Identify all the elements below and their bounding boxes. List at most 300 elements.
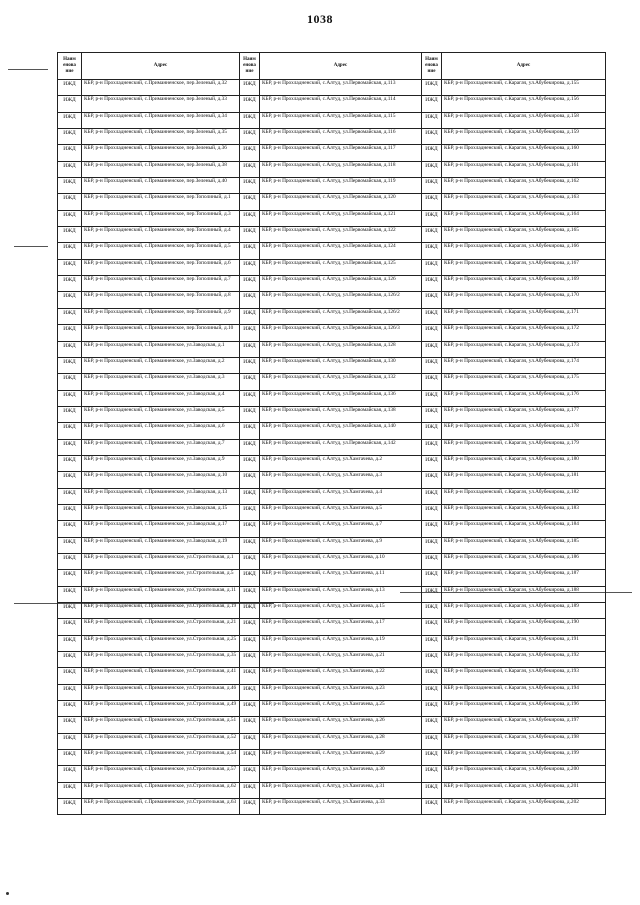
cell-address: КБР, р-н Прохладненский, с.Алтуд, ул.Первомайская, д.116 — [260, 129, 422, 145]
cell-object-type: ИЖД — [422, 145, 442, 161]
cell-address: КБР, р-н Прохладненский, с.Карагач, ул.Абубекирова, д.186 — [442, 553, 606, 569]
cell-address: КБР, р-н Прохладненский, с.Приманненское, ул.Заводская, д.4 — [82, 390, 240, 406]
table-row — [58, 178, 606, 194]
table-row — [58, 799, 606, 815]
table-row — [58, 80, 606, 96]
cell-address: КБР, р-н Прохладненский, с.Приманненское, ул.Заводская, д.15 — [82, 504, 240, 520]
table-row — [58, 276, 606, 292]
cell-object-type: ИЖД — [240, 766, 260, 782]
cell-object-type: ИЖД — [422, 782, 442, 798]
cell-address: КБР, р-н Прохладненский, с.Приманненское, пер.Тополиный, д.3 — [82, 210, 240, 226]
cell-address: КБР, р-н Прохладненский, с.Алтуд, ул.Первомайская, д.140 — [260, 423, 422, 439]
cell-object-type: ИЖД — [240, 341, 260, 357]
cell-object-type: ИЖД — [422, 652, 442, 668]
cell-address: КБР, р-н Прохладненский, с.Приманненское, пер.Тополиный, д.4 — [82, 227, 240, 243]
cell-address: КБР, р-н Прохладненский, с.Карагач, ул.Абубекирова, д.177 — [442, 406, 606, 422]
cell-object-type: ИЖД — [58, 292, 82, 308]
cell-object-type: ИЖД — [58, 308, 82, 324]
cell-object-type: ИЖД — [422, 406, 442, 422]
cell-address: КБР, р-н Прохладненский, с.Алтуд, ул.Первомайская, д.114 — [260, 96, 422, 112]
cell-object-type: ИЖД — [422, 227, 442, 243]
table-row — [58, 227, 606, 243]
cell-address: КБР, р-н Прохладненский, с.Карагач, ул.Абубекирова, д.172 — [442, 325, 606, 341]
cell-address: КБР, р-н Прохладненский, с.Алтуд, ул.Первомайская, д.120 — [260, 194, 422, 210]
cell-address: КБР, р-н Прохладненский, с.Карагач, ул.Абубекирова, д.199 — [442, 750, 606, 766]
cell-object-type: ИЖД — [240, 308, 260, 324]
cell-object-type: ИЖД — [58, 145, 82, 161]
cell-address: КБР, р-н Прохладненский, с.Приманненское, ул.Строительная, д.1 — [82, 553, 240, 569]
cell-address: КБР, р-н Прохладненский, с.Карагач, ул.Абубекирова, д.201 — [442, 782, 606, 798]
table-row — [58, 341, 606, 357]
cell-address: КБР, р-н Прохладненский, с.Приманненское, ул.Строительная, д.54 — [82, 750, 240, 766]
table-row — [58, 390, 606, 406]
table-row — [58, 112, 606, 128]
cell-address: КБР, р-н Прохладненский, с.Алтуд, ул.Хамгачева, д.25 — [260, 701, 422, 717]
scan-mark — [8, 69, 48, 70]
cell-object-type: ИЖД — [58, 276, 82, 292]
cell-object-type: ИЖД — [58, 782, 82, 798]
cell-address: КБР, р-н Прохладненский, с.Карагач, ул.Абубекирова, д.179 — [442, 439, 606, 455]
table-row — [58, 603, 606, 619]
table-row — [58, 750, 606, 766]
table-row — [58, 292, 606, 308]
cell-object-type: ИЖД — [58, 603, 82, 619]
cell-address: КБР, р-н Прохладненский, с.Алтуд, ул.Первомайская, д.125 — [260, 259, 422, 275]
cell-address: КБР, р-н Прохладненский, с.Приманненское, пер.Тополиный, д.1 — [82, 194, 240, 210]
cell-object-type: ИЖД — [240, 668, 260, 684]
cell-object-type: ИЖД — [422, 668, 442, 684]
cell-object-type: ИЖД — [240, 390, 260, 406]
cell-object-type: ИЖД — [422, 521, 442, 537]
cell-address: КБР, р-н Прохладненский, с.Карагач, ул.Абубекирова, д.200 — [442, 766, 606, 782]
cell-address: КБР, р-н Прохладненский, с.Карагач, ул.Абубекирова, д.178 — [442, 423, 606, 439]
table-row — [58, 570, 606, 586]
cell-address: КБР, р-н Прохладненский, с.Приманненское, ул.Заводская, д.3 — [82, 374, 240, 390]
table-row — [58, 488, 606, 504]
table-header-row — [58, 53, 606, 80]
cell-address: КБР, р-н Прохладненский, с.Алтуд, ул.Первомайская, д.119 — [260, 178, 422, 194]
column-header-name: Наим енова ние — [422, 53, 442, 80]
table-row — [58, 766, 606, 782]
cell-address: КБР, р-н Прохладненский, с.Приманненское, ул.Строительная, д.5 — [82, 570, 240, 586]
cell-object-type: ИЖД — [240, 210, 260, 226]
cell-address: КБР, р-н Прохладненский, с.Приманненское, ул.Строительная, д.46 — [82, 684, 240, 700]
cell-object-type: ИЖД — [240, 374, 260, 390]
cell-object-type: ИЖД — [240, 488, 260, 504]
cell-address: КБР, р-н Прохладненский, с.Карагач, ул.Абубекирова, д.174 — [442, 357, 606, 373]
cell-object-type: ИЖД — [422, 733, 442, 749]
cell-object-type: ИЖД — [58, 668, 82, 684]
cell-object-type: ИЖД — [58, 210, 82, 226]
cell-address: КБР, р-н Прохладненский, с.Приманненское, ул.Строительная, д.49 — [82, 701, 240, 717]
cell-address: КБР, р-н Прохладненский, с.Карагач, ул.Абубекирова, д.194 — [442, 684, 606, 700]
cell-address: КБР, р-н Прохладненский, с.Карагач, ул.Абубекирова, д.192 — [442, 652, 606, 668]
cell-address: КБР, р-н Прохладненский, с.Карагач, ул.Абубекирова, д.161 — [442, 161, 606, 177]
cell-object-type: ИЖД — [240, 750, 260, 766]
cell-address: КБР, р-н Прохладненский, с.Алтуд, ул.Первомайская, д.130 — [260, 357, 422, 373]
cell-object-type: ИЖД — [240, 325, 260, 341]
cell-object-type: ИЖД — [240, 129, 260, 145]
table-row — [58, 553, 606, 569]
cell-object-type: ИЖД — [422, 439, 442, 455]
cell-address: КБР, р-н Прохладненский, с.Алтуд, ул.Первомайская, д.136 — [260, 390, 422, 406]
cell-address: КБР, р-н Прохладненский, с.Карагач, ул.Абубекирова, д.191 — [442, 635, 606, 651]
cell-address: КБР, р-н Прохладненский, с.Карагач, ул.Абубекирова, д.167 — [442, 259, 606, 275]
cell-address: КБР, р-н Прохладненский, с.Алтуд, ул.Хамгачева, д.7 — [260, 521, 422, 537]
cell-address: КБР, р-н Прохладненский, с.Карагач, ул.Абубекирова, д.158 — [442, 112, 606, 128]
cell-object-type: ИЖД — [240, 80, 260, 96]
cell-address: КБР, р-н Прохладненский, с.Приманненское, ул.Строительная, д.21 — [82, 619, 240, 635]
column-header-address: Адрес — [82, 53, 240, 80]
cell-address: КБР, р-н Прохладненский, с.Карагач, ул.Абубекирова, д.175 — [442, 374, 606, 390]
table-body — [58, 80, 606, 815]
cell-object-type: ИЖД — [422, 455, 442, 471]
cell-object-type: ИЖД — [422, 96, 442, 112]
cell-object-type: ИЖД — [422, 80, 442, 96]
cell-object-type: ИЖД — [422, 129, 442, 145]
column-header-address: Адрес — [442, 53, 606, 80]
cell-object-type: ИЖД — [58, 194, 82, 210]
table-row — [58, 129, 606, 145]
scan-mark — [14, 246, 48, 247]
cell-object-type: ИЖД — [58, 586, 82, 602]
cell-address: КБР, р-н Прохладненский, с.Приманненское, пер.Зеленый, д.36 — [82, 145, 240, 161]
cell-address: КБР, р-н Прохладненский, с.Алтуд, ул.Хамгачева, д.4 — [260, 488, 422, 504]
cell-object-type: ИЖД — [422, 635, 442, 651]
cell-object-type: ИЖД — [58, 635, 82, 651]
cell-object-type: ИЖД — [58, 374, 82, 390]
cell-object-type: ИЖД — [58, 684, 82, 700]
cell-object-type: ИЖД — [422, 178, 442, 194]
cell-address: КБР, р-н Прохладненский, с.Карагач, ул.Абубекирова, д.166 — [442, 243, 606, 259]
cell-address: КБР, р-н Прохладненский, с.Алтуд, ул.Хамгачева, д.30 — [260, 766, 422, 782]
cell-object-type: ИЖД — [240, 227, 260, 243]
table-row — [58, 586, 606, 602]
cell-address: КБР, р-н Прохладненский, с.Карагач, ул.Абубекирова, д.202 — [442, 799, 606, 815]
cell-address: КБР, р-н Прохладненский, с.Приманненское, ул.Заводская, д.10 — [82, 472, 240, 488]
cell-object-type: ИЖД — [240, 194, 260, 210]
cell-object-type: ИЖД — [240, 406, 260, 422]
cell-address: КБР, р-н Прохладненский, с.Карагач, ул.Абубекирова, д.160 — [442, 145, 606, 161]
cell-address: КБР, р-н Прохладненский, с.Алтуд, ул.Хамгачева, д.13 — [260, 586, 422, 602]
table-row — [58, 521, 606, 537]
cell-address: КБР, р-н Прохладненский, с.Карагач, ул.Абубекирова, д.197 — [442, 717, 606, 733]
cell-object-type: ИЖД — [240, 619, 260, 635]
cell-object-type: ИЖД — [58, 406, 82, 422]
cell-object-type: ИЖД — [58, 341, 82, 357]
table-row — [58, 439, 606, 455]
cell-object-type: ИЖД — [240, 259, 260, 275]
cell-object-type: ИЖД — [58, 80, 82, 96]
table-row — [58, 455, 606, 471]
cell-object-type: ИЖД — [58, 357, 82, 373]
cell-object-type: ИЖД — [240, 603, 260, 619]
cell-object-type: ИЖД — [422, 553, 442, 569]
cell-address: КБР, р-н Прохладненский, с.Алтуд, ул.Хамгачева, д.28 — [260, 733, 422, 749]
column-header-address: Адрес — [260, 53, 422, 80]
table-row — [58, 423, 606, 439]
cell-address: КБР, р-н Прохладненский, с.Карагач, ул.Абубекирова, д.198 — [442, 733, 606, 749]
table-row — [58, 325, 606, 341]
table-row — [58, 619, 606, 635]
cell-object-type: ИЖД — [240, 717, 260, 733]
cell-object-type: ИЖД — [58, 423, 82, 439]
cell-object-type: ИЖД — [422, 717, 442, 733]
cell-address: КБР, р-н Прохладненский, с.Карагач, ул.Абубекирова, д.182 — [442, 488, 606, 504]
cell-object-type: ИЖД — [240, 521, 260, 537]
cell-address: КБР, р-н Прохладненский, с.Алтуд, ул.Хамгачева, д.26 — [260, 717, 422, 733]
table-row — [58, 308, 606, 324]
cell-address: КБР, р-н Прохладненский, с.Алтуд, ул.Первомайская, д.126/3 — [260, 325, 422, 341]
cell-address: КБР, р-н Прохладненский, с.Карагач, ул.Абубекирова, д.155 — [442, 80, 606, 96]
cell-address: КБР, р-н Прохладненский, с.Карагач, ул.Абубекирова, д.162 — [442, 178, 606, 194]
cell-address: КБР, р-н Прохладненский, с.Приманненское, ул.Строительная, д.63 — [82, 799, 240, 815]
cell-address: КБР, р-н Прохладненский, с.Алтуд, ул.Первомайская, д.118 — [260, 161, 422, 177]
cell-object-type: ИЖД — [58, 455, 82, 471]
cell-address: КБР, р-н Прохладненский, с.Приманненское, пер.Тополиный, д.8 — [82, 292, 240, 308]
table-row — [58, 210, 606, 226]
cell-address: КБР, р-н Прохладненский, с.Алтуд, ул.Хамгачева, д.22 — [260, 668, 422, 684]
cell-object-type: ИЖД — [422, 112, 442, 128]
address-table — [57, 52, 606, 815]
scan-mark — [6, 892, 9, 895]
cell-object-type: ИЖД — [58, 129, 82, 145]
cell-object-type: ИЖД — [240, 357, 260, 373]
cell-address: КБР, р-н Прохладненский, с.Карагач, ул.Абубекирова, д.163 — [442, 194, 606, 210]
cell-object-type: ИЖД — [240, 570, 260, 586]
cell-address: КБР, р-н Прохладненский, с.Приманненское, ул.Заводская, д.2 — [82, 357, 240, 373]
cell-object-type: ИЖД — [58, 325, 82, 341]
cell-object-type: ИЖД — [58, 390, 82, 406]
cell-address: КБР, р-н Прохладненский, с.Карагач, ул.Абубекирова, д.159 — [442, 129, 606, 145]
cell-address: КБР, р-н Прохладненский, с.Карагач, ул.Абубекирова, д.171 — [442, 308, 606, 324]
cell-object-type: ИЖД — [58, 488, 82, 504]
table-row — [58, 472, 606, 488]
cell-object-type: ИЖД — [422, 472, 442, 488]
table-row — [58, 504, 606, 520]
cell-address: КБР, р-н Прохладненский, с.Приманненское, пер.Тополиный, д.5 — [82, 243, 240, 259]
cell-object-type: ИЖД — [240, 504, 260, 520]
cell-object-type: ИЖД — [58, 472, 82, 488]
cell-address: КБР, р-н Прохладненский, с.Карагач, ул.Абубекирова, д.176 — [442, 390, 606, 406]
cell-address: КБР, р-н Прохладненский, с.Приманненское, ул.Строительная, д.19 — [82, 603, 240, 619]
cell-object-type: ИЖД — [240, 439, 260, 455]
cell-object-type: ИЖД — [240, 96, 260, 112]
cell-object-type: ИЖД — [422, 766, 442, 782]
cell-object-type: ИЖД — [240, 292, 260, 308]
cell-address: КБР, р-н Прохладненский, с.Алтуд, ул.Хамгачева, д.5 — [260, 504, 422, 520]
cell-object-type: ИЖД — [58, 733, 82, 749]
cell-object-type: ИЖД — [58, 243, 82, 259]
table-row — [58, 406, 606, 422]
cell-object-type: ИЖД — [422, 570, 442, 586]
cell-address: КБР, р-н Прохладненский, с.Приманненское, пер.Зеленый, д.35 — [82, 129, 240, 145]
cell-object-type: ИЖД — [58, 652, 82, 668]
cell-object-type: ИЖД — [422, 423, 442, 439]
cell-object-type: ИЖД — [58, 161, 82, 177]
cell-address: КБР, р-н Прохладненский, с.Приманненское, пер.Зеленый, д.40 — [82, 178, 240, 194]
cell-object-type: ИЖД — [422, 701, 442, 717]
cell-address: КБР, р-н Прохладненский, с.Алтуд, ул.Первомайская, д.122 — [260, 227, 422, 243]
table-row — [58, 635, 606, 651]
table-row — [58, 733, 606, 749]
cell-object-type: ИЖД — [240, 112, 260, 128]
table-row — [58, 374, 606, 390]
cell-address: КБР, р-н Прохладненский, с.Приманненское, ул.Заводская, д.17 — [82, 521, 240, 537]
cell-address: КБР, р-н Прохладненский, с.Алтуд, ул.Хамгачева, д.10 — [260, 553, 422, 569]
cell-object-type: ИЖД — [58, 717, 82, 733]
cell-object-type: ИЖД — [422, 488, 442, 504]
cell-object-type: ИЖД — [58, 504, 82, 520]
cell-object-type: ИЖД — [58, 537, 82, 553]
cell-object-type: ИЖД — [58, 259, 82, 275]
cell-address: КБР, р-н Прохладненский, с.Приманненское, пер.Тополиный, д.10 — [82, 325, 240, 341]
cell-object-type: ИЖД — [58, 570, 82, 586]
cell-address: КБР, р-н Прохладненский, с.Приманненское, ул.Заводская, д.19 — [82, 537, 240, 553]
table-row — [58, 652, 606, 668]
cell-address: КБР, р-н Прохладненский, с.Карагач, ул.Абубекирова, д.183 — [442, 504, 606, 520]
cell-object-type: ИЖД — [422, 243, 442, 259]
cell-object-type: ИЖД — [58, 439, 82, 455]
cell-address: КБР, р-н Прохладненский, с.Алтуд, ул.Хамгачева, д.29 — [260, 750, 422, 766]
cell-address: КБР, р-н Прохладненский, с.Карагач, ул.Абубекирова, д.184 — [442, 521, 606, 537]
cell-address: КБР, р-н Прохладненский, с.Карагач, ул.Абубекирова, д.169 — [442, 276, 606, 292]
cell-address: КБР, р-н Прохладненский, с.Приманненское, ул.Строительная, д.51 — [82, 717, 240, 733]
table-row — [58, 357, 606, 373]
cell-object-type: ИЖД — [240, 276, 260, 292]
cell-address: КБР, р-н Прохладненский, с.Карагач, ул.Абубекирова, д.187 — [442, 570, 606, 586]
cell-address: КБР, р-н Прохладненский, с.Приманненское, ул.Строительная, д.57 — [82, 766, 240, 782]
cell-object-type: ИЖД — [240, 553, 260, 569]
table-row — [58, 161, 606, 177]
cell-object-type: ИЖД — [240, 243, 260, 259]
cell-address: КБР, р-н Прохладненский, с.Приманненское, ул.Заводская, д.6 — [82, 423, 240, 439]
cell-object-type: ИЖД — [58, 521, 82, 537]
cell-address: КБР, р-н Прохладненский, с.Карагач, ул.Абубекирова, д.193 — [442, 668, 606, 684]
cell-object-type: ИЖД — [240, 782, 260, 798]
cell-address: КБР, р-н Прохладненский, с.Алтуд, ул.Первомайская, д.132 — [260, 374, 422, 390]
cell-address: КБР, р-н Прохладненский, с.Алтуд, ул.Первомайская, д.113 — [260, 80, 422, 96]
cell-object-type: ИЖД — [58, 96, 82, 112]
cell-address: КБР, р-н Прохладненский, с.Карагач, ул.Абубекирова, д.180 — [442, 455, 606, 471]
table-row — [58, 717, 606, 733]
cell-address: КБР, р-н Прохладненский, с.Карагач, ул.Абубекирова, д.181 — [442, 472, 606, 488]
cell-address: КБР, р-н Прохладненский, с.Карагач, ул.Абубекирова, д.185 — [442, 537, 606, 553]
cell-object-type: ИЖД — [240, 178, 260, 194]
cell-address: КБР, р-н Прохладненский, с.Алтуд, ул.Хамгачева, д.19 — [260, 635, 422, 651]
table-row — [58, 684, 606, 700]
cell-address: КБР, р-н Прохладненский, с.Алтуд, ул.Хамгачева, д.33 — [260, 799, 422, 815]
cell-object-type: ИЖД — [240, 652, 260, 668]
cell-object-type: ИЖД — [240, 145, 260, 161]
cell-object-type: ИЖД — [422, 292, 442, 308]
table-row — [58, 668, 606, 684]
cell-address: КБР, р-н Прохладненский, с.Приманненское, ул.Строительная, д.62 — [82, 782, 240, 798]
cell-address: КБР, р-н Прохладненский, с.Алтуд, ул.Первомайская, д.121 — [260, 210, 422, 226]
cell-object-type: ИЖД — [240, 537, 260, 553]
cell-address: КБР, р-н Прохладненский, с.Алтуд, ул.Первомайская, д.128 — [260, 341, 422, 357]
cell-address: КБР, р-н Прохладненский, с.Приманненское, ул.Заводская, д.1 — [82, 341, 240, 357]
cell-address: КБР, р-н Прохладненский, с.Алтуд, ул.Первомайская, д.142 — [260, 439, 422, 455]
cell-address: КБР, р-н Прохладненский, с.Алтуд, ул.Первомайская, д.138 — [260, 406, 422, 422]
cell-object-type: ИЖД — [422, 684, 442, 700]
cell-object-type: ИЖД — [58, 750, 82, 766]
table-row — [58, 259, 606, 275]
cell-address: КБР, р-н Прохладненский, с.Алтуд, ул.Хамгачева, д.2 — [260, 455, 422, 471]
cell-object-type: ИЖД — [422, 308, 442, 324]
cell-object-type: ИЖД — [240, 635, 260, 651]
cell-address: КБР, р-н Прохладненский, с.Приманненское, ул.Заводская, д.7 — [82, 439, 240, 455]
cell-object-type: ИЖД — [422, 504, 442, 520]
cell-object-type: ИЖД — [240, 701, 260, 717]
cell-object-type: ИЖД — [240, 423, 260, 439]
cell-address: КБР, р-н Прохладненский, с.Алтуд, ул.Хамгачева, д.11 — [260, 570, 422, 586]
cell-address: КБР, р-н Прохладненский, с.Алтуд, ул.Хамгачева, д.31 — [260, 782, 422, 798]
cell-object-type: ИЖД — [422, 390, 442, 406]
cell-address: КБР, р-н Прохладненский, с.Алтуд, ул.Хамгачева, д.21 — [260, 652, 422, 668]
cell-address: КБР, р-н Прохладненский, с.Приманненское, ул.Строительная, д.25 — [82, 635, 240, 651]
cell-address: КБР, р-н Прохладненский, с.Приманненское, ул.Заводская, д.5 — [82, 406, 240, 422]
cell-object-type: ИЖД — [422, 357, 442, 373]
cell-address: КБР, р-н Прохладненский, с.Приманненское, пер.Зеленый, д.34 — [82, 112, 240, 128]
cell-object-type: ИЖД — [422, 325, 442, 341]
cell-address: КБР, р-н Прохладненский, с.Алтуд, ул.Первомайская, д.117 — [260, 145, 422, 161]
cell-address: КБР, р-н Прохладненский, с.Карагач, ул.Абубекирова, д.173 — [442, 341, 606, 357]
cell-object-type: ИЖД — [422, 210, 442, 226]
cell-object-type: ИЖД — [58, 701, 82, 717]
cell-address: КБР, р-н Прохладненский, с.Приманненское, ул.Строительная, д.52 — [82, 733, 240, 749]
cell-address: КБР, р-н Прохладненский, с.Приманненское, ул.Строительная, д.41 — [82, 668, 240, 684]
table-row — [58, 537, 606, 553]
table-row — [58, 145, 606, 161]
cell-object-type: ИЖД — [422, 603, 442, 619]
cell-address: КБР, р-н Прохладненский, с.Приманненское, ул.Строительная, д.11 — [82, 586, 240, 602]
cell-address: КБР, р-н Прохладненский, с.Приманненское, пер.Тополиный, д.7 — [82, 276, 240, 292]
cell-object-type: ИЖД — [58, 766, 82, 782]
cell-object-type: ИЖД — [240, 684, 260, 700]
cell-address: КБР, р-н Прохладненский, с.Алтуд, ул.Хамгачева, д.17 — [260, 619, 422, 635]
cell-object-type: ИЖД — [58, 112, 82, 128]
cell-address: КБР, р-н Прохладненский, с.Алтуд, ул.Хамгачева, д.9 — [260, 537, 422, 553]
table-row — [58, 96, 606, 112]
cell-address: КБР, р-н Прохладненский, с.Алтуд, ул.Первомайская, д.115 — [260, 112, 422, 128]
cell-address: КБР, р-н Прохладненский, с.Карагач, ул.Абубекирова, д.156 — [442, 96, 606, 112]
cell-object-type: ИЖД — [240, 733, 260, 749]
cell-address: КБР, р-н Прохладненский, с.Карагач, ул.Абубекирова, д.196 — [442, 701, 606, 717]
cell-object-type: ИЖД — [58, 178, 82, 194]
cell-address: КБР, р-н Прохладненский, с.Карагач, ул.Абубекирова, д.188 — [442, 586, 606, 602]
cell-object-type: ИЖД — [422, 374, 442, 390]
cell-address: КБР, р-н Прохладненский, с.Приманненское, ул.Заводская, д.13 — [82, 488, 240, 504]
cell-object-type: ИЖД — [240, 455, 260, 471]
cell-address: КБР, р-н Прохладненский, с.Приманненское, пер.Тополиный, д.9 — [82, 308, 240, 324]
cell-object-type: ИЖД — [240, 161, 260, 177]
cell-object-type: ИЖД — [240, 472, 260, 488]
cell-object-type: ИЖД — [422, 619, 442, 635]
cell-object-type: ИЖД — [422, 586, 442, 602]
cell-object-type: ИЖД — [240, 799, 260, 815]
cell-address: КБР, р-н Прохладненский, с.Карагач, ул.Абубекирова, д.165 — [442, 227, 606, 243]
cell-object-type: ИЖД — [422, 161, 442, 177]
table-row — [58, 243, 606, 259]
cell-address: КБР, р-н Прохладненский, с.Алтуд, ул.Первомайская, д.126/2 — [260, 308, 422, 324]
cell-object-type: ИЖД — [422, 341, 442, 357]
cell-address: КБР, р-н Прохладненский, с.Алтуд, ул.Первомайская, д.126 — [260, 276, 422, 292]
cell-address: КБР, р-н Прохладненский, с.Алтуд, ул.Первомайская, д.124 — [260, 243, 422, 259]
cell-address: КБР, р-н Прохладненский, с.Приманненское, пер.Зеленый, д.33 — [82, 96, 240, 112]
column-header-name: Наим енова ние — [240, 53, 260, 80]
cell-address: КБР, р-н Прохладненский, с.Карагач, ул.Абубекирова, д.189 — [442, 603, 606, 619]
